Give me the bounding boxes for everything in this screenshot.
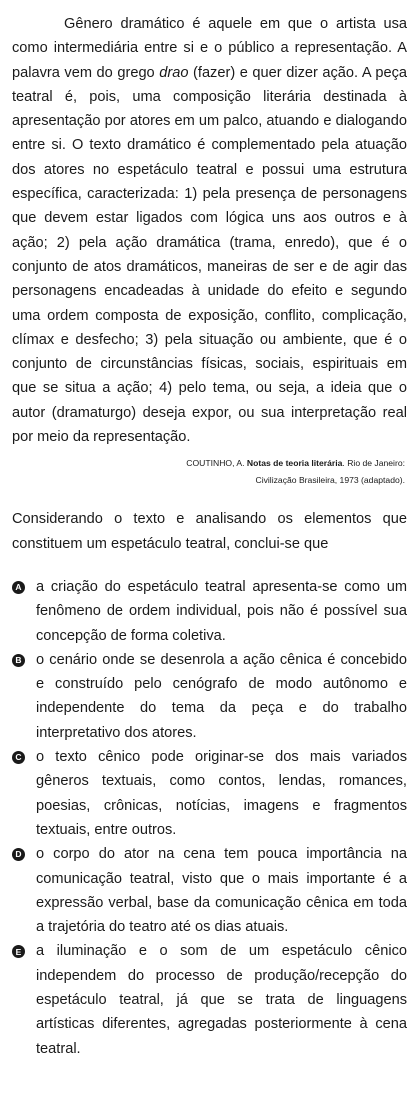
option-c[interactable] [12,745,407,842]
citation-author: COUTINHO, A. [186,458,247,469]
option-text: o cenário onde se desenrola a ação cênica é concebido e construído pelo cenógrafo de modo autônomo e independente do tema da peça e do trabalho interpretativo dos atores. [36,651,407,741]
option-letter-badge: A [12,581,25,594]
option-text: a iluminação e o som de um espetáculo cênico independem do processo de produção/recepção do espetáculo teatral, já que se trata de linguagens artísticas diferentes, agregadas posteriormente à cena teatral. [36,943,407,1057]
passage-text [12,12,407,449]
option-letter-badge: B [12,654,25,667]
answer-options [12,575,407,1061]
option-d[interactable] [12,842,407,939]
option-b[interactable] [12,648,407,745]
citation-edition: Civilização Brasileira, 1973 (adaptado). [255,475,405,486]
option-letter-badge: D [12,848,25,861]
option-a[interactable] [12,575,407,648]
option-text: o corpo do ator na cena tem pouca importância na comunicação teatral, visto que o mais importante é a expressão verbal, base da comunicação cênica em toda a trajetória do teatro até os dias atuais. [36,846,407,936]
citation-publisher: . Rio de Janeiro: [342,458,405,469]
option-letter-badge: C [12,751,25,764]
option-text: a criação do espetáculo teatral apresenta-se como um fenômeno de ordem individual, pois não é possível sua concepção de forma coletiva. [36,578,407,644]
option-letter-badge: E [12,945,25,958]
question-statement: Considerando o texto e analisando os elementos que constituem um espetáculo teatral, conclui-se que [12,511,407,552]
option-text: o texto cênico pode originar-se dos mais variados gêneros textuais, como contos, lendas, romances, poesias, crônicas, notícias, imagens e fragmentos textuais, entre outros. [36,749,407,838]
passage-greek-word: drao [159,64,189,81]
option-e[interactable] [12,939,407,1060]
source-citation [12,455,405,489]
passage-part-1: Gênero dramático é aquele em que o artista usa como intermediária entre si e o público a representação. A palavra vem do grego [12,16,407,81]
citation-title: Notas de teoria literária [246,458,343,469]
passage-part-2: (fazer) e quer dizer ação. A peça teatral é, pois, uma composição literária destinada à apresentação por atores em um palco, atuando e dialogando entre si. O texto dramático é complementado pela atuação dos atores no espetáculo teatral e possui uma estrutura específica, caracterizada: 1) pela presença de personagens que devem estar ligados com lógica uns aos outros e à ação; 2) pela ação dramática (trama, enredo), que é o conjunto de atos dramáticos, maneiras de ser e de agir das personagens encadeadas à unidade do efeito e segundo uma ordem composta de exposição, conflito, complicação, clímax e desfecho; 3) pela situação ou ambiente, que é o conjunto de circunstâncias físicas, sociais, espirituais em que se situa a ação; 4) pelo tema, ou seja, a ideia que o autor (dramaturgo) deseja expor, ou sua interpretação real por meio da representação. [12,64,407,446]
